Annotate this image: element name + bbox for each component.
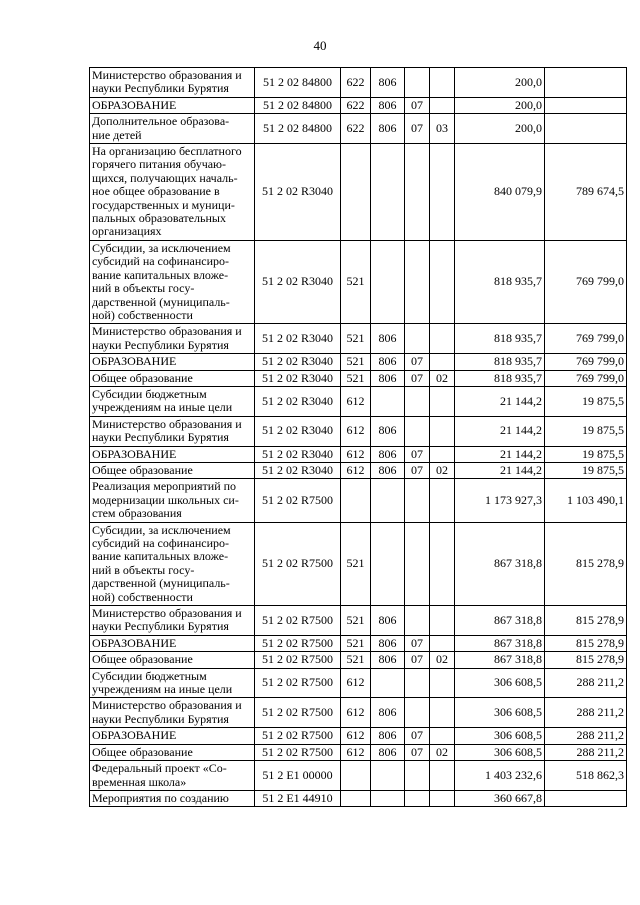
ministry-code-cell: [371, 761, 405, 791]
target-article-cell: 51 2 02 R3040: [255, 386, 341, 416]
expense-type-cell: 612: [341, 446, 371, 462]
amount-year1-cell: 306 608,5: [455, 744, 545, 760]
item-name-cell: [90, 761, 255, 791]
target-article-cell: 51 2 02 R3040: [255, 370, 341, 386]
expense-type-cell: 622: [341, 114, 371, 144]
amount-year1-cell: 840 079,9: [455, 144, 545, 241]
item-name-line: Мероприятия по созданию: [92, 790, 229, 805]
target-article-cell: 51 2 02 84800: [255, 114, 341, 144]
subsection-cell: [430, 698, 455, 728]
table-row: [90, 652, 627, 668]
table-row: [90, 446, 627, 462]
subsection-cell: 02: [430, 370, 455, 386]
amount-year2-cell: [545, 790, 627, 806]
item-name-line: учреждениям на иные цели: [92, 682, 233, 697]
item-name-line: Министерство образования и: [92, 606, 242, 621]
table-row: [90, 144, 627, 241]
amount-year2-cell: 19 875,5: [545, 386, 627, 416]
item-name-line: ний в объекты госу-: [92, 562, 195, 577]
ministry-code-cell: [371, 790, 405, 806]
item-name-cell: [90, 635, 255, 651]
amount-year2-cell: 769 799,0: [545, 324, 627, 354]
item-name-line: Министерство образования и: [92, 698, 242, 713]
item-name-cell: [90, 668, 255, 698]
item-name-line: ОБРАЗОВАНИЕ: [92, 446, 177, 461]
item-name-line: ние детей: [92, 127, 142, 142]
table-row: [90, 479, 627, 522]
target-article-cell: 51 2 02 R3040: [255, 354, 341, 370]
ministry-code-cell: 806: [371, 652, 405, 668]
item-name-cell: [90, 240, 255, 323]
target-article-cell: 51 2 E1 00000: [255, 761, 341, 791]
ministry-code-cell: 806: [371, 446, 405, 462]
subsection-cell: [430, 324, 455, 354]
table-row: [90, 606, 627, 636]
item-name-line: дарственной (муниципаль-: [92, 576, 230, 591]
amount-year1-cell: 21 144,2: [455, 446, 545, 462]
table-row: [90, 386, 627, 416]
item-name-line: дарственной (муниципаль-: [92, 294, 230, 309]
target-article-cell: 51 2 02 R3040: [255, 240, 341, 323]
target-article-cell: 51 2 02 R3040: [255, 416, 341, 446]
item-name-line: Министерство образования и: [92, 416, 242, 431]
page-number: 40: [313, 38, 327, 53]
table-row: [90, 97, 627, 113]
expense-type-cell: 612: [341, 386, 371, 416]
ministry-code-cell: [371, 240, 405, 323]
item-name-line: ОБРАЗОВАНИЕ: [92, 97, 177, 112]
expense-type-cell: 612: [341, 728, 371, 744]
item-name-line: горячего питания обучаю-: [92, 157, 227, 172]
amount-year2-cell: 769 799,0: [545, 354, 627, 370]
item-name-cell: [90, 698, 255, 728]
amount-year2-cell: 815 278,9: [545, 522, 627, 605]
ministry-code-cell: 806: [371, 635, 405, 651]
item-name-line: пальных образовательных: [92, 211, 226, 226]
amount-year2-cell: 769 799,0: [545, 240, 627, 323]
item-name-line: Министерство образования и: [92, 68, 242, 82]
amount-year1-cell: 200,0: [455, 97, 545, 113]
item-name-line: ное общее образование в: [92, 184, 220, 199]
section-cell: [405, 606, 430, 636]
amount-year2-cell: 288 211,2: [545, 744, 627, 760]
amount-year2-cell: 789 674,5: [545, 144, 627, 241]
subsection-cell: [430, 144, 455, 241]
ministry-code-cell: 806: [371, 416, 405, 446]
item-name-cell: [90, 606, 255, 636]
item-name-line: Общее образование: [92, 462, 193, 477]
amount-year2-cell: 518 862,3: [545, 761, 627, 791]
target-article-cell: 51 2 02 R7500: [255, 668, 341, 698]
item-name-cell: [90, 522, 255, 605]
item-name-cell: [90, 370, 255, 386]
target-article-cell: 51 2 02 R7500: [255, 479, 341, 522]
subsection-cell: [430, 97, 455, 113]
subsection-cell: [430, 68, 455, 98]
budget-table: [89, 67, 627, 807]
section-cell: 07: [405, 446, 430, 462]
item-name-line: Министерство образования и: [92, 324, 242, 339]
expense-type-cell: 622: [341, 68, 371, 98]
item-name-line: Субсидии, за исключением: [92, 522, 231, 537]
amount-year1-cell: 867 318,8: [455, 652, 545, 668]
section-cell: [405, 668, 430, 698]
target-article-cell: 51 2 E1 44910: [255, 790, 341, 806]
section-cell: [405, 144, 430, 241]
item-name-cell: [90, 386, 255, 416]
section-cell: 07: [405, 635, 430, 651]
expense-type-cell: 521: [341, 522, 371, 605]
expense-type-cell: [341, 144, 371, 241]
amount-year2-cell: [545, 68, 627, 98]
item-name-line: Субсидии, за исключением: [92, 240, 231, 255]
target-article-cell: 51 2 02 84800: [255, 68, 341, 98]
item-name-line: вание капитальных вложе-: [92, 549, 229, 564]
ministry-code-cell: 806: [371, 97, 405, 113]
amount-year2-cell: 815 278,9: [545, 652, 627, 668]
amount-year2-cell: [545, 97, 627, 113]
section-cell: 07: [405, 652, 430, 668]
subsection-cell: [430, 728, 455, 744]
item-name-cell: [90, 744, 255, 760]
subsection-cell: [430, 761, 455, 791]
expense-type-cell: 521: [341, 354, 371, 370]
target-article-cell: 51 2 02 R3040: [255, 144, 341, 241]
amount-year2-cell: 19 875,5: [545, 446, 627, 462]
ministry-code-cell: [371, 668, 405, 698]
amount-year1-cell: 867 318,8: [455, 522, 545, 605]
expense-type-cell: 612: [341, 668, 371, 698]
item-name-line: ОБРАЗОВАНИЕ: [92, 635, 177, 650]
section-cell: 07: [405, 354, 430, 370]
amount-year1-cell: 818 935,7: [455, 240, 545, 323]
item-name-cell: [90, 144, 255, 241]
target-article-cell: 51 2 02 R3040: [255, 446, 341, 462]
expense-type-cell: 521: [341, 240, 371, 323]
item-name-line: Реализация мероприятий по: [92, 479, 237, 494]
item-name-line: Субсидии бюджетным: [92, 668, 207, 683]
subsection-cell: [430, 790, 455, 806]
item-name-line: науки Республики Бурятия: [92, 81, 229, 96]
ministry-code-cell: 806: [371, 68, 405, 98]
section-cell: [405, 68, 430, 98]
section-cell: [405, 240, 430, 323]
item-name-line: ОБРАЗОВАНИЕ: [92, 728, 177, 743]
amount-year1-cell: 1 403 232,6: [455, 761, 545, 791]
budget-table-body: [90, 68, 627, 807]
amount-year1-cell: 306 608,5: [455, 698, 545, 728]
expense-type-cell: 612: [341, 462, 371, 478]
subsection-cell: [430, 606, 455, 636]
target-article-cell: 51 2 02 R7500: [255, 744, 341, 760]
subsection-cell: [430, 354, 455, 370]
amount-year2-cell: 288 211,2: [545, 728, 627, 744]
amount-year1-cell: 1 173 927,3: [455, 479, 545, 522]
expense-type-cell: 612: [341, 698, 371, 728]
subsection-cell: [430, 446, 455, 462]
table-row: [90, 354, 627, 370]
section-cell: [405, 761, 430, 791]
expense-type-cell: [341, 479, 371, 522]
section-cell: [405, 386, 430, 416]
amount-year2-cell: 815 278,9: [545, 635, 627, 651]
item-name-cell: [90, 790, 255, 806]
amount-year1-cell: 818 935,7: [455, 354, 545, 370]
amount-year2-cell: 288 211,2: [545, 698, 627, 728]
table-row: [90, 635, 627, 651]
amount-year2-cell: 288 211,2: [545, 668, 627, 698]
item-name-cell: [90, 728, 255, 744]
expense-type-cell: 612: [341, 416, 371, 446]
amount-year1-cell: 200,0: [455, 68, 545, 98]
ministry-code-cell: 806: [371, 744, 405, 760]
subsection-cell: [430, 479, 455, 522]
amount-year2-cell: 1 103 490,1: [545, 479, 627, 522]
table-row: [90, 370, 627, 386]
item-name-line: щихся, получающих началь-: [92, 170, 238, 185]
subsection-cell: [430, 416, 455, 446]
item-name-cell: [90, 416, 255, 446]
section-cell: 07: [405, 370, 430, 386]
item-name-line: ОБРАЗОВАНИЕ: [92, 354, 177, 369]
ministry-code-cell: 806: [371, 114, 405, 144]
item-name-line: Общее образование: [92, 370, 193, 385]
item-name-line: Общее образование: [92, 744, 193, 759]
item-name-line: ной) собственности: [92, 589, 193, 604]
target-article-cell: 51 2 02 R7500: [255, 728, 341, 744]
expense-type-cell: 622: [341, 97, 371, 113]
amount-year1-cell: 21 144,2: [455, 416, 545, 446]
section-cell: [405, 522, 430, 605]
amount-year2-cell: 815 278,9: [545, 606, 627, 636]
amount-year2-cell: 19 875,5: [545, 416, 627, 446]
expense-type-cell: 521: [341, 635, 371, 651]
amount-year1-cell: 867 318,8: [455, 635, 545, 651]
section-cell: 07: [405, 728, 430, 744]
expense-type-cell: 521: [341, 324, 371, 354]
amount-year1-cell: 200,0: [455, 114, 545, 144]
subsection-cell: 03: [430, 114, 455, 144]
section-cell: 07: [405, 114, 430, 144]
amount-year1-cell: 21 144,2: [455, 386, 545, 416]
expense-type-cell: 521: [341, 370, 371, 386]
table-row: [90, 68, 627, 98]
section-cell: [405, 790, 430, 806]
amount-year1-cell: 818 935,7: [455, 370, 545, 386]
amount-year2-cell: 769 799,0: [545, 370, 627, 386]
target-article-cell: 51 2 02 R7500: [255, 635, 341, 651]
table-row: [90, 462, 627, 478]
table-row: [90, 416, 627, 446]
item-name-cell: [90, 68, 255, 98]
section-cell: 07: [405, 97, 430, 113]
expense-type-cell: [341, 761, 371, 791]
item-name-line: ний в объекты госу-: [92, 281, 195, 296]
target-article-cell: 51 2 02 R7500: [255, 698, 341, 728]
expense-type-cell: 521: [341, 652, 371, 668]
subsection-cell: 02: [430, 462, 455, 478]
item-name-line: На организацию бесплатного: [92, 144, 242, 159]
ministry-code-cell: 806: [371, 698, 405, 728]
item-name-line: науки Республики Бурятия: [92, 337, 229, 352]
item-name-cell: [90, 114, 255, 144]
target-article-cell: 51 2 02 R7500: [255, 606, 341, 636]
ministry-code-cell: [371, 386, 405, 416]
table-row: [90, 668, 627, 698]
section-cell: [405, 416, 430, 446]
target-article-cell: 51 2 02 R7500: [255, 522, 341, 605]
subsection-cell: [430, 522, 455, 605]
item-name-line: организациях: [92, 224, 162, 239]
item-name-cell: [90, 462, 255, 478]
item-name-line: Федеральный проект «Со-: [92, 761, 227, 776]
target-article-cell: 51 2 02 84800: [255, 97, 341, 113]
expense-type-cell: 612: [341, 744, 371, 760]
ministry-code-cell: [371, 522, 405, 605]
amount-year1-cell: 306 608,5: [455, 668, 545, 698]
item-name-line: науки Республики Бурятия: [92, 619, 229, 634]
ministry-code-cell: 806: [371, 728, 405, 744]
item-name-line: науки Республики Бурятия: [92, 711, 229, 726]
ministry-code-cell: 806: [371, 370, 405, 386]
item-name-line: вание капитальных вложе-: [92, 267, 229, 282]
table-row: [90, 698, 627, 728]
item-name-cell: [90, 652, 255, 668]
item-name-line: временная школа»: [92, 774, 187, 789]
subsection-cell: [430, 635, 455, 651]
item-name-line: субсидий на софинансиро-: [92, 254, 229, 269]
subsection-cell: [430, 386, 455, 416]
item-name-line: Общее образование: [92, 652, 193, 667]
item-name-cell: [90, 354, 255, 370]
item-name-cell: [90, 97, 255, 113]
table-row: [90, 744, 627, 760]
subsection-cell: 02: [430, 652, 455, 668]
table-row: [90, 728, 627, 744]
ministry-code-cell: 806: [371, 606, 405, 636]
item-name-line: государственных и муници-: [92, 197, 235, 212]
item-name-line: науки Республики Бурятия: [92, 430, 229, 445]
ministry-code-cell: 806: [371, 462, 405, 478]
ministry-code-cell: [371, 479, 405, 522]
subsection-cell: [430, 668, 455, 698]
section-cell: [405, 479, 430, 522]
subsection-cell: 02: [430, 744, 455, 760]
section-cell: 07: [405, 744, 430, 760]
ministry-code-cell: 806: [371, 324, 405, 354]
item-name-line: Дополнительное образова-: [92, 114, 230, 129]
item-name-line: ной) собственности: [92, 307, 193, 322]
item-name-cell: [90, 324, 255, 354]
amount-year1-cell: 21 144,2: [455, 462, 545, 478]
item-name-line: Субсидии бюджетным: [92, 386, 207, 401]
amount-year1-cell: 360 667,8: [455, 790, 545, 806]
target-article-cell: 51 2 02 R7500: [255, 652, 341, 668]
table-row: [90, 114, 627, 144]
amount-year1-cell: 867 318,8: [455, 606, 545, 636]
amount-year2-cell: [545, 114, 627, 144]
amount-year1-cell: 306 608,5: [455, 728, 545, 744]
target-article-cell: 51 2 02 R3040: [255, 462, 341, 478]
table-row: [90, 790, 627, 806]
item-name-line: стем образования: [92, 506, 182, 521]
amount-year2-cell: 19 875,5: [545, 462, 627, 478]
item-name-cell: [90, 479, 255, 522]
amount-year1-cell: 818 935,7: [455, 324, 545, 354]
item-name-cell: [90, 446, 255, 462]
target-article-cell: 51 2 02 R3040: [255, 324, 341, 354]
section-cell: 07: [405, 462, 430, 478]
table-row: [90, 522, 627, 605]
table-row: [90, 761, 627, 791]
expense-type-cell: 521: [341, 606, 371, 636]
section-cell: [405, 324, 430, 354]
ministry-code-cell: 806: [371, 354, 405, 370]
subsection-cell: [430, 240, 455, 323]
item-name-line: модернизации школьных си-: [92, 492, 239, 507]
table-row: [90, 240, 627, 323]
expense-type-cell: [341, 790, 371, 806]
item-name-line: субсидий на софинансиро-: [92, 536, 229, 550]
table-row: [90, 324, 627, 354]
ministry-code-cell: [371, 144, 405, 241]
section-cell: [405, 698, 430, 728]
item-name-line: учреждениям на иные цели: [92, 400, 233, 415]
